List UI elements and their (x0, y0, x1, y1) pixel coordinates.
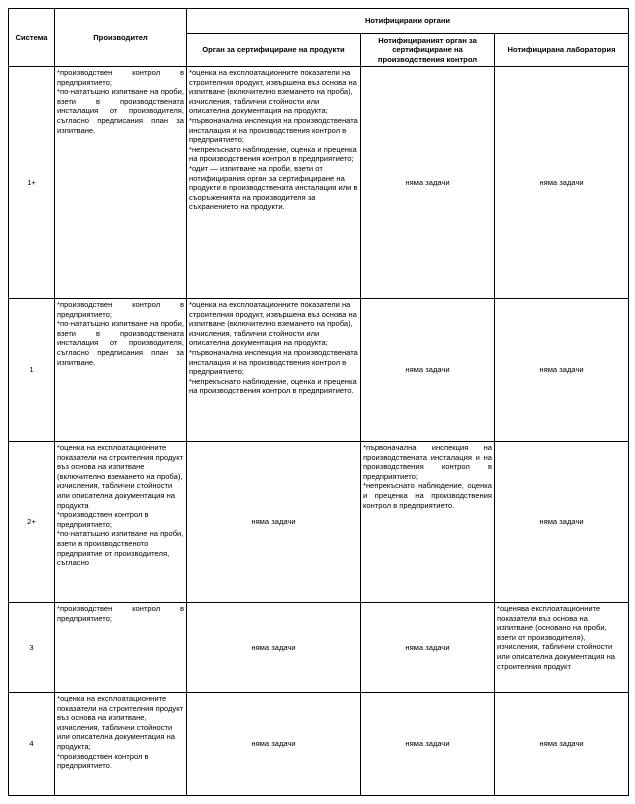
manufacturer-task: *оценка на експлоатационните показатели на строителния продукт въз основа на изпитване (включително вземането на проба), изчисления, таблични стойности или описателна документация на продукта (57, 443, 184, 510)
manufacturer-cell (55, 67, 187, 299)
manufacturer-task: *по-нататъшно изпитване на проби, взети в производственото предприятие от производителя, съгласно (57, 529, 184, 568)
lab-task: *оценява експлоатационните показатели въз основа на изпитване (основано на проби, взети от производителя), изчисления, таблични стойности или описателна документация на строителния продукт (497, 604, 616, 671)
manufacturer-cell (55, 693, 187, 796)
lab-cell: няма задачи (495, 693, 629, 796)
product-body-task: *непрекъснато наблюдение, оценка и преценка на производствения контрол в предприятието. (189, 376, 357, 396)
system-cell: 3 (9, 603, 55, 693)
fpc-body-task: *непрекъснато наблюдение, оценка и преценка на производствения контрол в предприятието. (363, 481, 492, 510)
system-cell: 1+ (9, 67, 55, 299)
product-body-cell: няма задачи (187, 603, 361, 693)
manufacturer-cell (55, 603, 187, 693)
product-body-task: *оценка на експлоатационните показатели на строителния продукт, извършена въз основа на изпитване (включително вземането на проба), изчисления, таблични стойности или описателна документация на продукта; (189, 68, 357, 116)
table-row (9, 603, 629, 693)
assessment-systems-table (8, 8, 629, 796)
system-cell: 4 (9, 693, 55, 796)
manufacturer-task: *по-нататъшно изпитване на проби, взети в производствената инсталация от производителя, съгласно предписания план за изпитване. (57, 319, 184, 367)
manufacturer-task: *производствен контрол в предприятието; (57, 604, 184, 623)
lab-cell: няма задачи (495, 442, 629, 603)
header-system: Система (9, 9, 55, 67)
manufacturer-cell (55, 299, 187, 442)
fpc-body-task: *първоначална инспекция на производствената инсталация и на производствения контрол в предприятието; (363, 443, 492, 481)
product-body-cell (187, 299, 361, 442)
lab-cell: няма задачи (495, 67, 629, 299)
lab-cell: няма задачи (495, 299, 629, 442)
product-body-cell: няма задачи (187, 442, 361, 603)
manufacturer-task: *производствен контрол в предприятието; (57, 510, 149, 529)
fpc-body-cell: няма задачи (361, 693, 495, 796)
manufacturer-task: *производствен контрол в предприятието; (57, 68, 184, 87)
system-cell: 2+ (9, 442, 55, 603)
fpc-body-cell: няма задачи (361, 299, 495, 442)
manufacturer-task: *оценка на експлоатационните показатели на строителния продукт въз основа на изпитване, изчисления, таблични стойности или описателна документация на продукта; (57, 694, 184, 751)
manufacturer-task: *производствен контрол в предприятието; (57, 300, 184, 319)
manufacturer-task: *производствен контрол в предприятието. (57, 751, 149, 771)
manufacturer-cell (55, 442, 187, 603)
product-body-task: *първоначална инспекция на производствената инсталация и на производствения контрол в предприятието; (189, 115, 358, 145)
product-body-task: *първоначална инспекция на производствената инсталация и на производствения контрол в предприятието; (189, 347, 358, 377)
manufacturer-task: *по-нататъшно изпитване на проби, взети в производствената инсталация от производителя, съгласно предписания план за изпитване. (57, 87, 184, 135)
table-row (9, 442, 629, 603)
table-row (9, 693, 629, 796)
header-product-cert-body: Орган за сертифициране на продукти (187, 34, 361, 67)
header-manufacturer: Производител (55, 9, 187, 67)
product-body-cell (187, 67, 361, 299)
table-row (9, 67, 629, 299)
header-notified-bodies: Нотифицирани органи (187, 9, 629, 34)
lab-cell (495, 603, 629, 693)
fpc-body-cell (361, 442, 495, 603)
header-fpc-cert-body: Нотифицираният орган за сертифициране на производствения контрол (361, 34, 495, 67)
product-body-cell: няма задачи (187, 693, 361, 796)
fpc-body-cell: няма задачи (361, 603, 495, 693)
table-row (9, 299, 629, 442)
product-body-task: *одит — изпитване на проби, взети от нотифицирания орган за сертифициране на продукти в производствената инсталация или в съоръженията на производителя за съхранението на продукти. (189, 163, 358, 212)
header-notified-lab: Нотифицирана лаборатория (495, 34, 629, 67)
fpc-body-cell: няма задачи (361, 67, 495, 299)
system-cell: 1 (9, 299, 55, 442)
product-body-task: *оценка на експлоатационните показатели на строителния продукт, извършена въз основа на изпитване (включително вземането на проба), изчисления, таблични стойности или описателна документация на продукта; (189, 300, 357, 348)
product-body-task: *непрекъснато наблюдение, оценка и преценка на производствения контрол в предприятието; (189, 144, 357, 164)
